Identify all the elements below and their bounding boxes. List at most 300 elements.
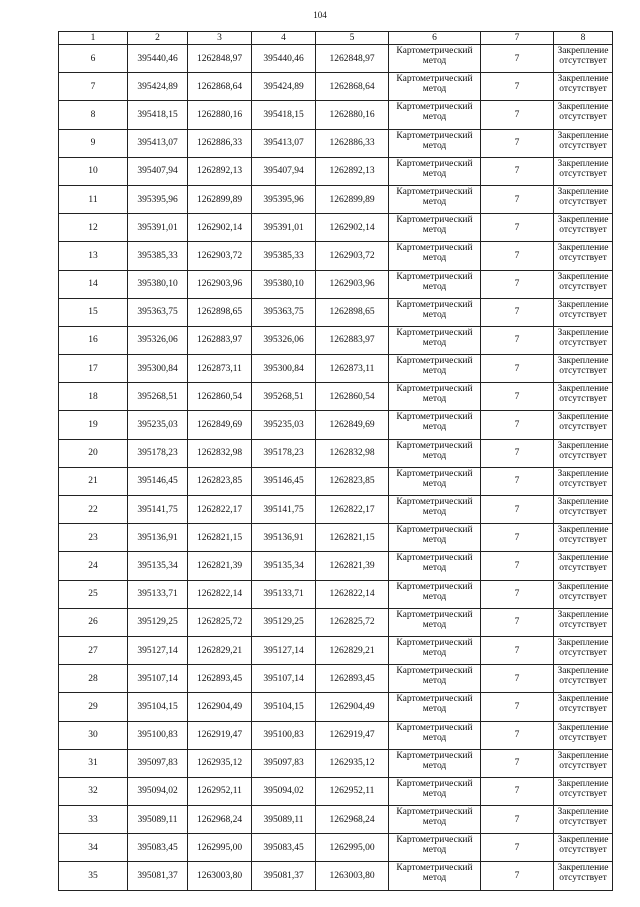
point-number-cell: 9 — [59, 129, 128, 157]
method-text: Картометрический — [396, 130, 473, 141]
point-number-cell: 10 — [59, 157, 128, 185]
method-text: Картометрический — [396, 525, 473, 536]
x-existing-cell: 395104,15 — [128, 693, 188, 721]
x-existing-cell: 395413,07 — [128, 129, 188, 157]
fixation-cell — [554, 524, 613, 552]
y-existing-cell: 1262968,24 — [188, 806, 252, 834]
fixation-text: Закрепление — [557, 271, 609, 282]
accuracy-cell: 7 — [481, 411, 554, 439]
fixation-cell — [554, 270, 613, 298]
method-cell — [389, 157, 481, 185]
x-refined-cell: 395440,46 — [252, 45, 316, 73]
y-existing-cell: 1262868,64 — [188, 73, 252, 101]
method-cell — [389, 467, 481, 495]
y-existing-cell: 1262903,96 — [188, 270, 252, 298]
fixation-cell — [554, 45, 613, 73]
fixation-text: Закрепление — [557, 468, 609, 479]
fixation-text: отсутствует — [559, 225, 607, 236]
fixation-cell — [554, 242, 613, 270]
y-existing-cell: 1262898,65 — [188, 298, 252, 326]
y-refined-cell: 1262935,12 — [316, 749, 389, 777]
accuracy-cell: 7 — [481, 636, 554, 664]
x-refined-cell: 395146,45 — [252, 467, 316, 495]
x-existing-cell: 395146,45 — [128, 467, 188, 495]
table-row — [59, 467, 613, 495]
method-text: Картометрический — [396, 722, 473, 733]
method-cell — [389, 862, 481, 890]
accuracy-cell: 7 — [481, 467, 554, 495]
point-number-cell: 12 — [59, 214, 128, 242]
x-refined-cell: 395081,37 — [252, 862, 316, 890]
y-refined-cell: 1262968,24 — [316, 806, 389, 834]
point-number-cell: 32 — [59, 777, 128, 805]
fixation-text: Закрепление — [557, 440, 609, 451]
y-refined-cell: 1262898,65 — [316, 298, 389, 326]
fixation-cell — [554, 185, 613, 213]
method-text: Картометрический — [396, 750, 473, 761]
point-number-cell: 29 — [59, 693, 128, 721]
fixation-cell — [554, 355, 613, 383]
fixation-text: отсутствует — [559, 535, 607, 546]
x-existing-cell: 395081,37 — [128, 862, 188, 890]
y-refined-cell: 1262880,16 — [316, 101, 389, 129]
fixation-text: отсутствует — [559, 732, 607, 743]
y-refined-cell: 1262892,13 — [316, 157, 389, 185]
x-refined-cell: 395391,01 — [252, 214, 316, 242]
table-row — [59, 129, 613, 157]
x-existing-cell: 395440,46 — [128, 45, 188, 73]
method-text: Картометрический — [396, 46, 473, 56]
x-existing-cell: 395326,06 — [128, 326, 188, 354]
x-existing-cell: 395129,25 — [128, 608, 188, 636]
fixation-text: отсутствует — [559, 309, 607, 320]
fixation-cell — [554, 101, 613, 129]
y-refined-cell: 1262903,72 — [316, 242, 389, 270]
fixation-text: отсутствует — [559, 112, 607, 123]
y-existing-cell: 1262903,72 — [188, 242, 252, 270]
y-existing-cell: 1262880,16 — [188, 101, 252, 129]
table-row — [59, 45, 613, 73]
y-existing-cell: 1262823,85 — [188, 467, 252, 495]
method-cell — [389, 665, 481, 693]
method-text: метод — [422, 845, 447, 856]
y-existing-cell: 1262935,12 — [188, 749, 252, 777]
point-number-cell: 6 — [59, 45, 128, 73]
y-refined-cell: 1262995,00 — [316, 834, 389, 862]
x-refined-cell: 395407,94 — [252, 157, 316, 185]
x-refined-cell: 395141,75 — [252, 496, 316, 524]
y-existing-cell: 1262860,54 — [188, 383, 252, 411]
x-existing-cell: 395083,45 — [128, 834, 188, 862]
table-row — [59, 862, 613, 890]
y-refined-cell: 1262860,54 — [316, 383, 389, 411]
point-number-cell: 22 — [59, 496, 128, 524]
y-existing-cell: 1262902,14 — [188, 214, 252, 242]
table-row — [59, 806, 613, 834]
method-text: Картометрический — [396, 243, 473, 254]
method-text: Картометрический — [396, 778, 473, 789]
y-existing-cell: 1262821,15 — [188, 524, 252, 552]
accuracy-cell: 7 — [481, 270, 554, 298]
method-text: метод — [422, 817, 447, 828]
x-refined-cell: 395326,06 — [252, 326, 316, 354]
point-number-cell: 14 — [59, 270, 128, 298]
method-text: метод — [422, 394, 447, 405]
fixation-text: отсутствует — [559, 366, 607, 377]
fixation-text: Закрепление — [557, 722, 609, 733]
method-text: Картометрический — [396, 356, 473, 367]
point-number-cell: 16 — [59, 326, 128, 354]
fixation-cell — [554, 129, 613, 157]
y-existing-cell: 1262849,69 — [188, 411, 252, 439]
y-refined-cell: 1262873,11 — [316, 355, 389, 383]
fixation-cell — [554, 467, 613, 495]
accuracy-cell: 7 — [481, 862, 554, 890]
fixation-text: отсутствует — [559, 56, 607, 66]
point-number-cell: 28 — [59, 665, 128, 693]
y-refined-cell: 1262825,72 — [316, 608, 389, 636]
method-cell — [389, 214, 481, 242]
table-row — [59, 693, 613, 721]
fixation-cell — [554, 73, 613, 101]
accuracy-cell: 7 — [481, 214, 554, 242]
fixation-text: отсутствует — [559, 337, 607, 348]
column-header: 1 — [59, 32, 128, 45]
table-row — [59, 326, 613, 354]
x-existing-cell: 395141,75 — [128, 496, 188, 524]
method-cell — [389, 524, 481, 552]
x-existing-cell: 395107,14 — [128, 665, 188, 693]
method-text: Картометрический — [396, 581, 473, 592]
x-refined-cell: 395300,84 — [252, 355, 316, 383]
method-text: метод — [422, 478, 447, 489]
x-refined-cell: 395413,07 — [252, 129, 316, 157]
method-text: метод — [422, 366, 447, 377]
method-text: метод — [422, 507, 447, 517]
method-cell — [389, 129, 481, 157]
method-text: метод — [422, 760, 447, 771]
method-cell — [389, 552, 481, 580]
y-existing-cell: 1262832,98 — [188, 439, 252, 467]
method-text: метод — [422, 591, 447, 602]
table-row — [59, 411, 613, 439]
x-existing-cell: 395089,11 — [128, 806, 188, 834]
point-number-cell: 30 — [59, 721, 128, 749]
fixation-cell — [554, 777, 613, 805]
method-text: метод — [422, 253, 447, 264]
x-refined-cell: 395083,45 — [252, 834, 316, 862]
y-refined-cell: 1262821,15 — [316, 524, 389, 552]
accuracy-cell: 7 — [481, 749, 554, 777]
y-refined-cell: 1262829,21 — [316, 636, 389, 664]
method-cell — [389, 806, 481, 834]
table-header-row — [59, 32, 613, 45]
method-text: Картометрический — [396, 863, 473, 874]
point-number-cell: 21 — [59, 467, 128, 495]
table-row — [59, 496, 613, 524]
method-text: Картометрический — [396, 807, 473, 818]
table-row — [59, 777, 613, 805]
fixation-cell — [554, 834, 613, 862]
fixation-text: отсутствует — [559, 168, 607, 179]
y-existing-cell: 1262821,39 — [188, 552, 252, 580]
accuracy-cell: 7 — [481, 580, 554, 608]
y-refined-cell: 1262893,45 — [316, 665, 389, 693]
y-refined-cell: 1262849,69 — [316, 411, 389, 439]
fixation-text: Закрепление — [557, 327, 609, 338]
point-number-cell: 8 — [59, 101, 128, 129]
fixation-text: Закрепление — [557, 666, 609, 677]
fixation-text: Закрепление — [557, 215, 609, 226]
accuracy-cell: 7 — [481, 608, 554, 636]
fixation-text: отсутствует — [559, 253, 607, 264]
method-cell — [389, 608, 481, 636]
point-number-cell: 18 — [59, 383, 128, 411]
method-text: Картометрический — [396, 694, 473, 705]
accuracy-cell: 7 — [481, 45, 554, 73]
column-header: 4 — [252, 32, 316, 45]
method-text: метод — [422, 535, 447, 546]
method-text: метод — [422, 563, 447, 574]
y-refined-cell: 1262919,47 — [316, 721, 389, 749]
method-cell — [389, 383, 481, 411]
accuracy-cell: 7 — [481, 185, 554, 213]
method-cell — [389, 777, 481, 805]
method-text: метод — [422, 309, 447, 320]
fixation-cell — [554, 862, 613, 890]
table-row — [59, 721, 613, 749]
table-row — [59, 242, 613, 270]
method-cell — [389, 355, 481, 383]
accuracy-cell: 7 — [481, 693, 554, 721]
fixation-text: Закрепление — [557, 750, 609, 761]
x-refined-cell: 395100,83 — [252, 721, 316, 749]
fixation-text: Закрепление — [557, 130, 609, 141]
fixation-text: Закрепление — [557, 102, 609, 113]
fixation-text: Закрепление — [557, 835, 609, 846]
fixation-text: Закрепление — [557, 807, 609, 818]
y-refined-cell: 1262904,49 — [316, 693, 389, 721]
table-row — [59, 270, 613, 298]
method-cell — [389, 834, 481, 862]
method-text: Картометрический — [396, 609, 473, 620]
column-header: 6 — [389, 32, 481, 45]
point-number-cell: 34 — [59, 834, 128, 862]
x-refined-cell: 395089,11 — [252, 806, 316, 834]
y-existing-cell: 1262893,45 — [188, 665, 252, 693]
fixation-text: Закрепление — [557, 637, 609, 648]
y-existing-cell: 1262886,33 — [188, 129, 252, 157]
y-existing-cell: 1262995,00 — [188, 834, 252, 862]
fixation-cell — [554, 214, 613, 242]
x-refined-cell: 395104,15 — [252, 693, 316, 721]
fixation-text: Закрепление — [557, 384, 609, 395]
x-existing-cell: 395133,71 — [128, 580, 188, 608]
point-number-cell: 33 — [59, 806, 128, 834]
method-text: Картометрический — [396, 553, 473, 564]
accuracy-cell: 7 — [481, 806, 554, 834]
fixation-cell — [554, 693, 613, 721]
fixation-cell — [554, 157, 613, 185]
method-cell — [389, 242, 481, 270]
accuracy-cell: 7 — [481, 834, 554, 862]
x-existing-cell: 395135,34 — [128, 552, 188, 580]
point-number-cell: 26 — [59, 608, 128, 636]
x-refined-cell: 395363,75 — [252, 298, 316, 326]
y-refined-cell: 1262868,64 — [316, 73, 389, 101]
y-refined-cell: 1262886,33 — [316, 129, 389, 157]
fixation-cell — [554, 608, 613, 636]
x-existing-cell: 395235,03 — [128, 411, 188, 439]
y-refined-cell: 1263003,80 — [316, 862, 389, 890]
fixation-text: Закрепление — [557, 525, 609, 536]
fixation-text: Закрепление — [557, 553, 609, 564]
fixation-text: Закрепление — [557, 158, 609, 169]
x-existing-cell: 395418,15 — [128, 101, 188, 129]
method-text: Картометрический — [396, 327, 473, 338]
y-existing-cell: 1262883,97 — [188, 326, 252, 354]
point-number-cell: 11 — [59, 185, 128, 213]
point-number-cell: 17 — [59, 355, 128, 383]
method-text: Картометрический — [396, 186, 473, 197]
table-row — [59, 665, 613, 693]
x-existing-cell: 395407,94 — [128, 157, 188, 185]
method-text: метод — [422, 112, 447, 123]
y-existing-cell: 1262892,13 — [188, 157, 252, 185]
method-text: Картометрический — [396, 74, 473, 85]
fixation-cell — [554, 298, 613, 326]
y-existing-cell: 1262904,49 — [188, 693, 252, 721]
method-text: метод — [422, 788, 447, 799]
column-header: 5 — [316, 32, 389, 45]
accuracy-cell: 7 — [481, 721, 554, 749]
fixation-text: отсутствует — [559, 422, 607, 433]
method-text: метод — [422, 225, 447, 236]
fixation-text: Закрепление — [557, 412, 609, 423]
table-row — [59, 524, 613, 552]
method-text: Картометрический — [396, 384, 473, 395]
method-cell — [389, 411, 481, 439]
accuracy-cell: 7 — [481, 777, 554, 805]
method-text: метод — [422, 56, 447, 66]
coordinates-table — [58, 31, 613, 891]
x-existing-cell: 395380,10 — [128, 270, 188, 298]
method-text: метод — [422, 281, 447, 292]
accuracy-cell: 7 — [481, 298, 554, 326]
accuracy-cell: 7 — [481, 665, 554, 693]
x-refined-cell: 395135,34 — [252, 552, 316, 580]
fixation-text: Закрепление — [557, 778, 609, 789]
method-text: Картометрический — [396, 497, 473, 507]
y-existing-cell: 1262952,11 — [188, 777, 252, 805]
method-cell — [389, 580, 481, 608]
x-refined-cell: 395178,23 — [252, 439, 316, 467]
method-text: метод — [422, 196, 447, 207]
point-number-cell: 27 — [59, 636, 128, 664]
x-existing-cell: 395094,02 — [128, 777, 188, 805]
point-number-cell: 19 — [59, 411, 128, 439]
table-row — [59, 439, 613, 467]
fixation-text: отсутствует — [559, 788, 607, 799]
fixation-cell — [554, 721, 613, 749]
y-refined-cell: 1262902,14 — [316, 214, 389, 242]
method-text: Картометрический — [396, 158, 473, 169]
x-refined-cell: 395129,25 — [252, 608, 316, 636]
x-existing-cell: 395424,89 — [128, 73, 188, 101]
method-text: Картометрический — [396, 468, 473, 479]
method-text: метод — [422, 422, 447, 433]
point-number-cell: 7 — [59, 73, 128, 101]
table-row — [59, 298, 613, 326]
x-refined-cell: 395395,96 — [252, 185, 316, 213]
x-existing-cell: 395178,23 — [128, 439, 188, 467]
fixation-cell — [554, 806, 613, 834]
x-existing-cell: 395385,33 — [128, 242, 188, 270]
fixation-text: Закрепление — [557, 74, 609, 85]
fixation-text: отсутствует — [559, 507, 607, 517]
method-text: метод — [422, 84, 447, 95]
method-cell — [389, 45, 481, 73]
x-existing-cell: 395391,01 — [128, 214, 188, 242]
fixation-cell — [554, 665, 613, 693]
point-number-cell: 15 — [59, 298, 128, 326]
method-text: метод — [422, 450, 447, 461]
y-refined-cell: 1262822,17 — [316, 496, 389, 524]
y-refined-cell: 1262952,11 — [316, 777, 389, 805]
table-row — [59, 157, 613, 185]
table-row — [59, 355, 613, 383]
accuracy-cell: 7 — [481, 242, 554, 270]
y-existing-cell: 1262899,89 — [188, 185, 252, 213]
method-text: Картометрический — [396, 835, 473, 846]
point-number-cell: 35 — [59, 862, 128, 890]
x-refined-cell: 395097,83 — [252, 749, 316, 777]
point-number-cell: 20 — [59, 439, 128, 467]
method-text: метод — [422, 619, 447, 630]
x-existing-cell: 395097,83 — [128, 749, 188, 777]
page-number: 104 — [313, 10, 327, 20]
table-row — [59, 214, 613, 242]
fixation-text: Закрепление — [557, 46, 609, 56]
fixation-cell — [554, 580, 613, 608]
column-header: 2 — [128, 32, 188, 45]
accuracy-cell: 7 — [481, 552, 554, 580]
table-row — [59, 552, 613, 580]
table-row — [59, 185, 613, 213]
fixation-text: отсутствует — [559, 647, 607, 658]
point-number-cell: 25 — [59, 580, 128, 608]
method-cell — [389, 185, 481, 213]
x-refined-cell: 395094,02 — [252, 777, 316, 805]
y-refined-cell: 1262823,85 — [316, 467, 389, 495]
accuracy-cell: 7 — [481, 355, 554, 383]
y-existing-cell: 1263003,80 — [188, 862, 252, 890]
fixation-text: Закрепление — [557, 299, 609, 310]
point-number-cell: 24 — [59, 552, 128, 580]
x-refined-cell: 395107,14 — [252, 665, 316, 693]
fixation-text: Закрепление — [557, 581, 609, 592]
method-text: метод — [422, 873, 447, 884]
fixation-text: Закрепление — [557, 497, 609, 507]
fixation-text: отсутствует — [559, 478, 607, 489]
x-refined-cell: 395127,14 — [252, 636, 316, 664]
fixation-cell — [554, 383, 613, 411]
column-header: 8 — [554, 32, 613, 45]
y-refined-cell: 1262832,98 — [316, 439, 389, 467]
fixation-text: Закрепление — [557, 694, 609, 705]
fixation-text: отсутствует — [559, 619, 607, 630]
fixation-text: Закрепление — [557, 609, 609, 620]
